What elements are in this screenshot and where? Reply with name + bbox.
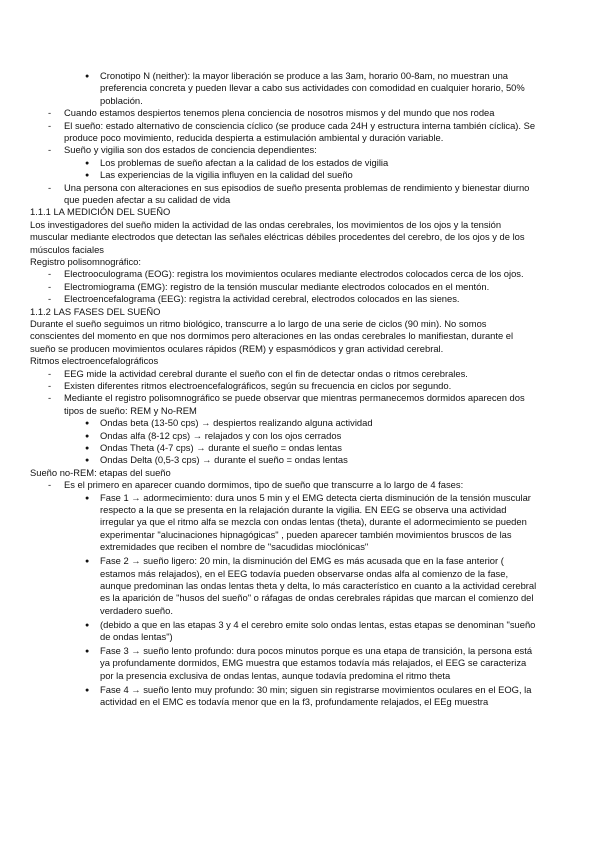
- list-item: Electroencefalograma (EEG): registra la actividad cerebral, electrodos colocados en las sienes.: [64, 293, 460, 305]
- paragraph-line: músculos faciales: [30, 243, 104, 255]
- wave-item: Ondas Delta (0,5-3 cps) → durante el sueño = ondas lentas: [100, 454, 348, 466]
- dot-bullet: ●: [85, 647, 90, 655]
- dot-bullet: ●: [85, 159, 90, 167]
- dash-bullet: -: [48, 293, 52, 305]
- chronotype-text: población.: [100, 94, 143, 106]
- wave-item: Ondas beta (13-50 cps) → despiertos realizando alguna actividad: [100, 417, 373, 429]
- dash-bullet: -: [48, 268, 52, 280]
- list-item: Los problemas de sueño afectan a la calidad de los estados de vigilia: [100, 156, 389, 168]
- list-item: produce poco movimiento, reducida despierta a estimulación ambiental y duración variable.: [64, 132, 444, 143]
- list-item: Electromiograma (EMG): registro de la tensión muscular mediante electrodos colocados en el mentón.: [64, 280, 490, 292]
- section-heading: 1.1.1 LA MEDICIÓN DEL SUEÑO: [30, 206, 171, 218]
- list-item: Sueño y vigilia son dos estados de conciencia dependientes:: [64, 144, 317, 156]
- wave-item: Ondas alfa (8-12 cps) → relajados y con los ojos cerrados: [100, 429, 342, 441]
- list-item: Mediante el registro polisomnográfico se puede observar que mientras permanecemos dormidos aparecen dos: [64, 392, 525, 404]
- paragraph-line: conscientes del momento en que nos dormimos pero alteraciones en las ondas cerebrales lo manifiestan, durante el: [30, 330, 514, 342]
- chronotype-text: preferencia concreta y pueden llevar a cabo sus actividades con comodidad en cualquier horario, 50%: [100, 82, 525, 94]
- list-item: tipos de sueño: REM y No-REM: [64, 404, 197, 416]
- list-item: El sueño: estado alternativo de consciencia cíclico (se produce cada 24H y estructura interna también cíclica). Se: [64, 119, 536, 131]
- paragraph-line: Los investigadores del sueño miden la actividad de las ondas cerebrales, los movimientos de los ojos y la tensión: [30, 218, 502, 230]
- phase-text: (debido a que en las etapas 3 y 4 el cerebro emite solo ondas lentas, estas etapas se denominan "sueño: [100, 618, 536, 630]
- dot-bullet: ●: [85, 432, 90, 440]
- dash-bullet: -: [48, 392, 52, 404]
- dot-bullet: ●: [85, 420, 90, 428]
- phase-text: irregular ya que el ritmo alfa se mezcla con ondas lentas (theta), durante el adormecimiento se pueden: [100, 516, 527, 528]
- section-heading: 1.1.2 LAS FASES DEL SUEÑO: [30, 305, 161, 317]
- dot-bullet: ●: [85, 172, 90, 180]
- dot-bullet: ●: [85, 445, 90, 452]
- list-item: Existen diferentes ritmos electroencefalográficos, según su frecuencia en ciclos por segundo.: [64, 380, 452, 391]
- dash-bullet: -: [48, 119, 52, 131]
- phase-text: verdadero sueño.: [100, 604, 173, 616]
- subheading: Sueño no-REM: etapas del sueño: [30, 466, 171, 478]
- phase-text: Fase 1 → adormecimiento: dura unos 5 min y el EMG detecta cierta disminución de la tensión muscular: [100, 491, 531, 503]
- phase-text: respecto a la que se presenta en la relajación durante la vigilia. EN EEG se observa una actividad: [100, 504, 507, 515]
- subheading: Registro polisomnográfico:: [30, 256, 141, 267]
- dot-bullet: ●: [85, 558, 90, 566]
- dot-bullet: ●: [85, 457, 90, 465]
- chronotype-text: Cronotipo N (neither): la mayor liberación se produce a las 3am, horario 00-8am, no muestran una: [100, 70, 509, 81]
- dash-bullet: -: [48, 479, 52, 491]
- dot-bullet: ●: [85, 621, 90, 629]
- dot-bullet: ●: [85, 686, 90, 694]
- dash-bullet: -: [48, 380, 52, 391]
- phase-text: actividad en el EMC es todavía menor que en la f3, profundamente relajados, el EEg muestra: [100, 696, 489, 707]
- list-item: Las experiencias de la vigilia influyen en la calidad del sueño: [100, 169, 353, 181]
- list-item: EEG mide la actividad cerebral durante el sueño con el fin de detectar ondas o ritmos cerebrales.: [64, 367, 468, 379]
- dash-bullet: -: [48, 181, 52, 193]
- phase-text: por la presencia exclusiva de ondas lentas, aunque todavía predomina el ritmo theta: [100, 669, 451, 681]
- dot-bullet: ●: [85, 73, 90, 80]
- wave-item: Ondas Theta (4-7 cps) → durante el sueño = ondas lentas: [100, 442, 342, 453]
- phase-text: de ondas lentas"): [100, 631, 173, 642]
- dot-bullet: ●: [85, 494, 90, 502]
- phase-text: experimentar "alucinaciones hipnagógicas" , pueden aparecer también movimientos bruscos de las: [100, 528, 512, 540]
- dash-bullet: -: [48, 144, 52, 156]
- list-item: Cuando estamos despiertos tenemos plena conciencia de nosotros mismos y del mundo que nos rodea: [64, 107, 495, 119]
- paragraph-line: Durante el sueño seguimos un ritmo biológico, transcurre a lo largo de una serie de ciclos (90 min). No somos: [30, 318, 487, 329]
- phase-text: Fase 3 → sueño lento profundo: dura pocos minutos porque es una etapa de transición, la persona está: [100, 644, 533, 656]
- phase-text: estamos más relajados), en el EEG todavía pueden observarse ondas alfa al comienzo de la fase,: [100, 567, 509, 579]
- phase-text: ya profundamente dormidos, EMG muestra que estamos todavía más relajados, el EEG se caracteriza: [100, 657, 527, 669]
- list-item: Una persona con alteraciones en sus episodios de sueño presenta problemas de rendimiento y bienestar diurno: [64, 181, 530, 193]
- subheading: Ritmos electroencefalográficos: [30, 355, 159, 367]
- list-item: que pueden afectar a su calidad de vida: [64, 194, 231, 205]
- paragraph-line: sueño se producen movimientos oculares rápidos (REM) y espasmódicos y gran actividad cerebral.: [30, 342, 444, 354]
- phase-text: es la aparición de "husos del sueño" o ráfagas de ondas cerebrales rápidas que marcan el comienzo del: [100, 592, 534, 604]
- list-item: Es el primero en aparecer cuando dormimos, tipo de sueño que transcurre a lo largo de 4 fases:: [64, 479, 464, 491]
- phase-text: Fase 2 → sueño ligero: 20 min, la disminución del EMG es más acusada que en la fase anterior (: [100, 555, 504, 567]
- list-item: Electrooculograma (EOG): registra los movimientos oculares mediante electrodos colocados cerca de los ojos.: [64, 268, 524, 280]
- phase-text: Fase 4 → sueño lento muy profundo: 30 min; siguen sin registrarse movimientos oculares en el EOG, la: [100, 683, 532, 695]
- phase-text: extremidades que reciben el nombre de "sacudidas mioclónicas": [100, 541, 369, 553]
- dash-bullet: -: [48, 367, 52, 379]
- dash-bullet: -: [48, 280, 52, 292]
- paragraph-line: muscular mediante electrodos que detectan las señales eléctricas débiles procedentes del cerebro, de los ojos y de los: [30, 231, 525, 243]
- phase-text: aunque predominan las ondas lentas theta y delta, lo más característico en cuanto a la actividad cerebral: [100, 579, 537, 591]
- dash-bullet: -: [48, 107, 52, 119]
